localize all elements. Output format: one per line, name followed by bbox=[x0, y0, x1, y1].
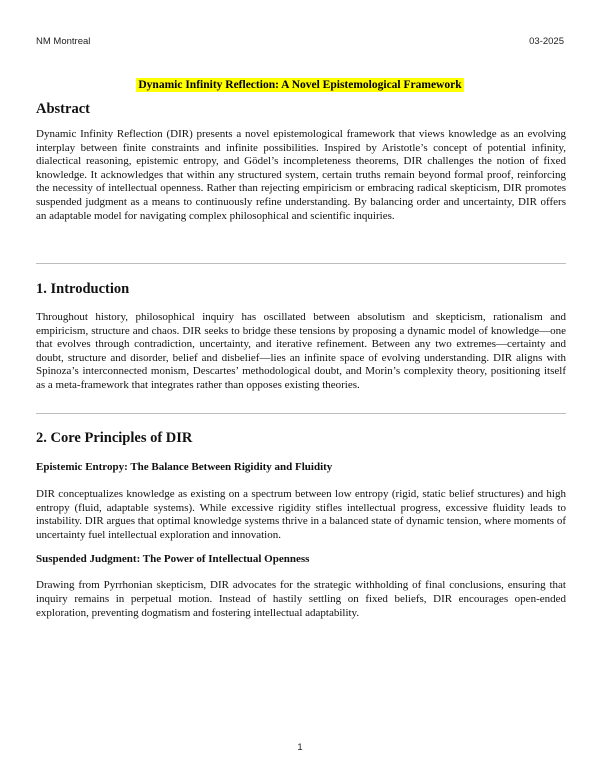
core-principles-heading: 2. Core Principles of DIR bbox=[36, 430, 193, 446]
suspended-judgment-subheading: Suspended Judgment: The Power of Intellectual Openness bbox=[36, 553, 310, 566]
core-principles-section bbox=[36, 430, 566, 620]
title-container bbox=[0, 75, 600, 93]
entropy-subheading: Epistemic Entropy: The Balance Between Rigidity and Fluidity bbox=[36, 461, 333, 473]
abstract-heading: Abstract bbox=[36, 101, 90, 117]
introduction-text: Throughout history, philosophical inquiry has oscillated between absolutism and skepticism, rationalism and empiricism, structure and chaos. DIR seeks to bridge these tensions by proposing a dynamic model of knowledge—one that evolves through contradiction, uncertainty, and iterative refinement. Between any two extremes—certainty and doubt, structure and disorder, belief and disbelief—lies an infinite space of evolving understanding. DIR aligns with Spinoza’s interconnected monism, Descartes’ methodological doubt, and Morin’s complexity theory, positioning itself as a meta-framework that integrates rather than opposes existing theories. bbox=[36, 311, 566, 391]
abstract-section bbox=[36, 101, 566, 223]
entropy-text: DIR conceptualizes knowledge as existing on a spectrum between low entropy (rigid, static belief structures) and high entropy (fluid, adaptable systems). While excessive rigidity stifles intellectual progress, excessive fluidity leads to instability. DIR argues that optimal knowledge systems thrive in a balanced state of dynamic tension, where moments of uncertainty fuel intellectual exploration and innovation. bbox=[36, 488, 566, 541]
introduction-heading: 1. Introduction bbox=[36, 281, 130, 297]
header-date: 03-2025 bbox=[529, 36, 564, 47]
section-divider bbox=[36, 413, 566, 414]
abstract-text: Dynamic Infinity Reflection (DIR) presents a novel epistemological framework that views knowledge as an evolving interplay between finite constraints and infinite possibilities. Inspired by Aristotle’s concept of potential infinity, dialectical reasoning, epistemic entropy, and Gödel’s incompleteness theorems, DIR challenges the notion of fixed knowledge. It acknowledges that within any structured system, certain truths remain beyond formal proof, reinforcing the necessity of intellectual openness. Rather than rejecting empiricism or embracing radical skepticism, DIR promotes suspended judgment as a means to continuously refine understanding. By balancing order and uncertainty, DIR offers an adaptable model for navigating complex philosophical and scientific inquiries. bbox=[36, 128, 566, 222]
document-title: Dynamic Infinity Reflection: A Novel Epistemological Framework bbox=[138, 79, 462, 91]
introduction-section bbox=[36, 281, 566, 393]
header-author: NM Montreal bbox=[36, 36, 91, 47]
suspended-judgment-text: Drawing from Pyrrhonian skepticism, DIR advocates for the strategic withholding of final conclusions, ensuring that inquiry remains in perpetual motion. Instead of hastily settling on fixed beliefs, DIR encourages open-ended exploration, preventing dogmatism and fostering intellectual adaptability. bbox=[36, 579, 566, 619]
section-divider bbox=[36, 263, 566, 264]
page-number: 1 bbox=[297, 742, 303, 753]
